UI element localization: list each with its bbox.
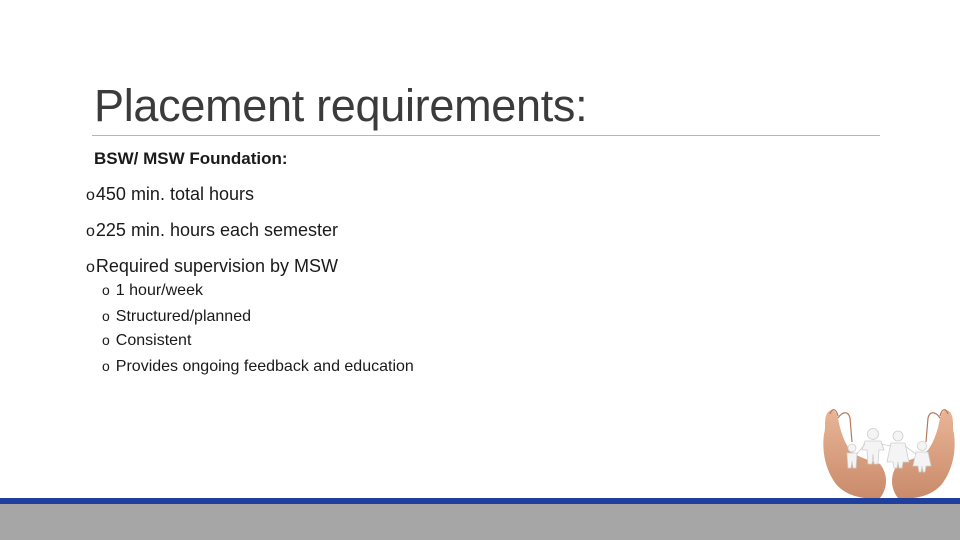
sub-bullet-marker: o	[102, 332, 110, 348]
sub-bullet-item	[102, 358, 414, 376]
bullet-text: Required supervision by MSW	[95, 256, 339, 276]
footer-bar	[0, 504, 960, 540]
sub-bullet-item	[102, 332, 191, 350]
title-divider	[92, 135, 880, 136]
hands-holding-family-picture	[818, 398, 960, 502]
sub-bullet-marker: o	[102, 358, 110, 374]
sub-bullet-text: Consistent	[115, 332, 192, 349]
bullet-marker: o	[86, 187, 95, 204]
sub-bullet-item	[102, 308, 251, 326]
bullet-text: 450 min. total hours	[95, 184, 254, 204]
subheading: BSW/ MSW Foundation:	[94, 149, 288, 168]
sub-bullet-item	[102, 282, 203, 300]
bullet-marker: o	[86, 223, 95, 240]
slide-title: Placement requirements:	[94, 80, 588, 131]
sub-bullet-marker: o	[102, 282, 110, 298]
bullet-item	[86, 256, 338, 277]
sub-bullet-marker: o	[102, 308, 110, 324]
sub-bullet-text: Provides ongoing feedback and education	[115, 358, 414, 375]
sub-bullet-text: 1 hour/week	[115, 282, 203, 299]
bullet-item	[86, 220, 338, 241]
bullet-item	[86, 184, 254, 205]
bullet-marker: o	[86, 259, 95, 276]
bullet-text: 225 min. hours each semester	[95, 220, 339, 240]
sub-bullet-text: Structured/planned	[115, 308, 251, 325]
